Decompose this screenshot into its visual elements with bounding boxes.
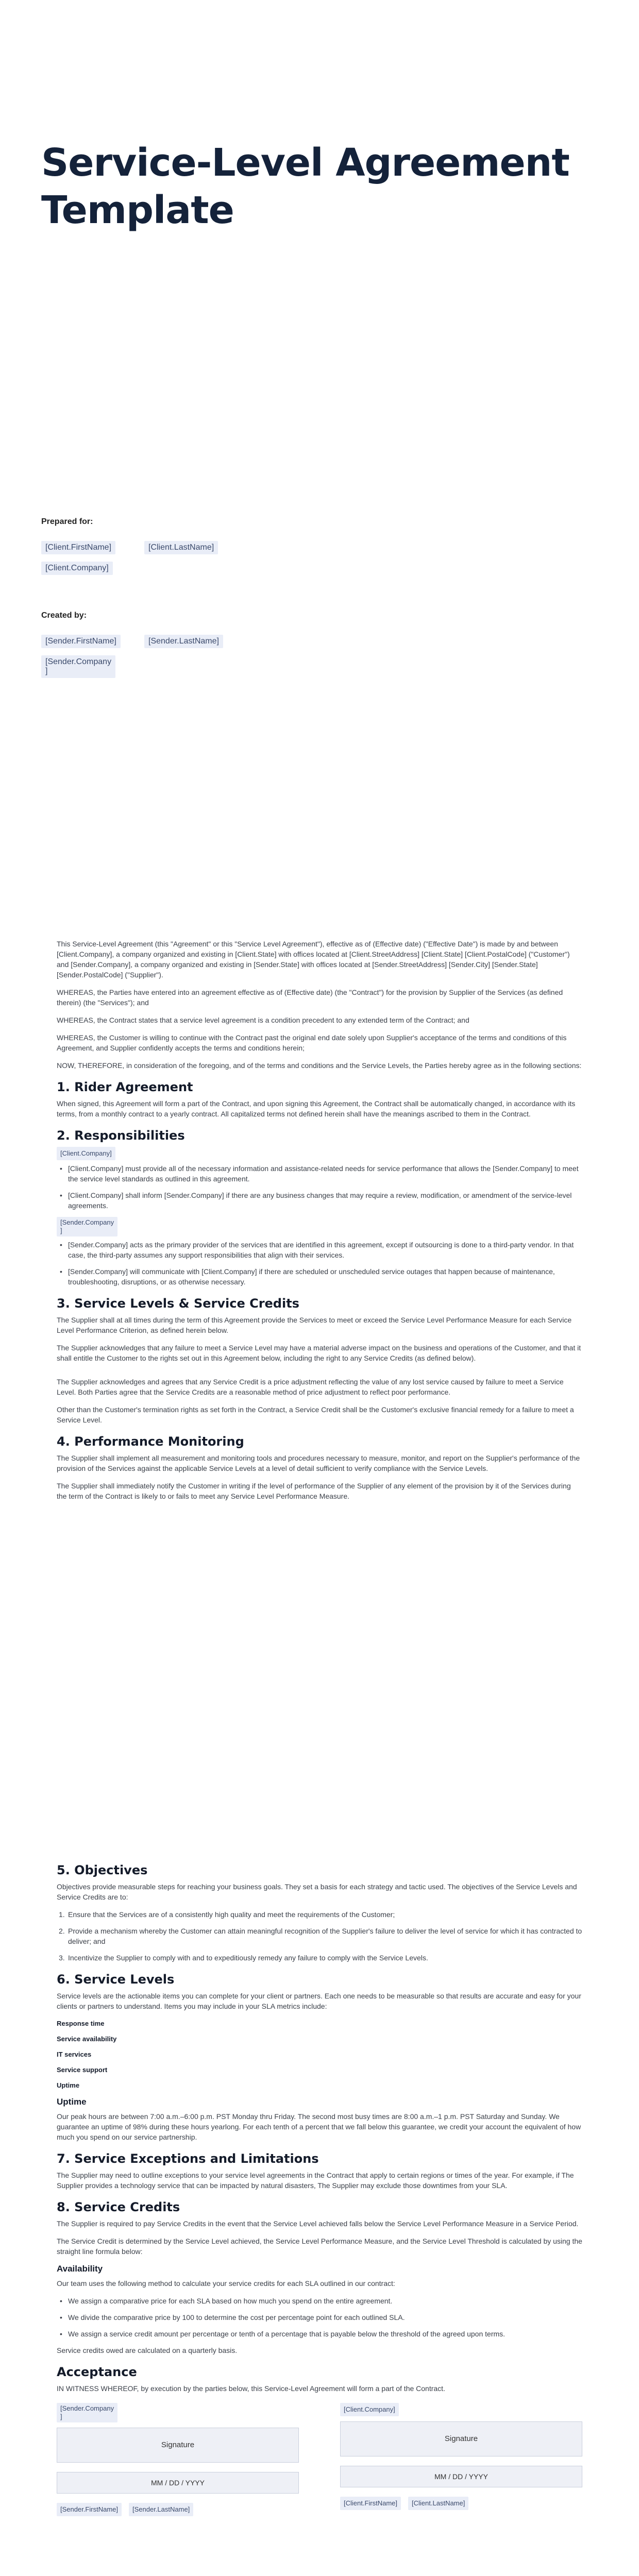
client-company-tag[interactable]: [Client.Company]: [57, 1147, 115, 1160]
sender-first-name-field[interactable]: [Sender.FirstName]: [57, 2503, 122, 2516]
acceptance-paragraph: IN WITNESS WHEREOF, by execution by the parties below, this Service-Level Agreement will form a part of the Contract.: [57, 2384, 445, 2393]
list-item: • [Sender.Company] acts as the primary provider of the services that are identified in this agreement, except if outsourcing is done to a third-party vendor. In that case, the third-party assumes any support responsibilities that align with their services.: [57, 1240, 582, 1260]
availability-paragraph: Our team uses the following method to calculate your service credits for each SLA outlined in our contract:: [57, 2279, 395, 2287]
section-3-paragraph-2: The Supplier acknowledges that any failure to meet a Service Level may have a material adverse impact on the business and operations of the Customer, and that it shall entitle the Customer to the rights set out in this Agreement below, including the right to any Service Credits (as defined below).: [57, 1344, 581, 1362]
sender-company-bracket: ]: [45, 667, 48, 675]
uptime-paragraph: Our peak hours are between 7:00 a.m.–6:00 p.m. PST Monday thru Friday. The second most busy times are 8:00 a.m.–1 p.m. PST Saturday and Sunday. We guarantee an uptime of 98% during these hours yearlong. For each tenth of a percent that we fall below this guarantee, we credit your account the equivalent of how much you spend on our service partnership.: [57, 2112, 581, 2141]
intro-paragraph-1: This Service-Level Agreement (this "Agreement" or this "Service Level Agreement"), effective as of (Effective date) ("Effective Date") is made by and between [Client.Company], a company organized and existing in [Client.State] with offices located at [Client.StreetAddress] [Client.State] [Client.PostalCode] ("Customer") and [Sender.Company], a company organized and existing in [Sender.State] with offices located at [Sender.StreetAddress] [Sender.City] [Sender.State] [Sender.PostalCode] ("Supplier").: [57, 940, 570, 979]
intro-paragraph-4: WHEREAS, the Customer is willing to continue with the Contract past the original end date solely upon Supplier's acceptance of the terms and conditions of this Agreement, and Supplier confidently accepts the terms and conditions herein;: [57, 1033, 567, 1052]
client-date-field[interactable]: MM / DD / YYYY: [340, 2466, 582, 2487]
title-line-1: Service-Level Agreement: [41, 141, 569, 185]
sender-signature-block: [57, 2403, 299, 2516]
sender-company-tag-bracket: ]: [60, 2413, 62, 2420]
title-line-2: Template: [41, 188, 234, 232]
intro-paragraph-2: WHEREAS, the Parties have entered into an agreement effective as of (Effective date) (the "Contract") for the provision by Supplier of the Services (as defined therein) (the "Services"); and: [57, 988, 563, 1007]
client-first-name-field[interactable]: [Client.FirstName]: [340, 2497, 401, 2510]
sender-name-row: [57, 2503, 299, 2516]
section-7-heading: 7. Service Exceptions and Limitations: [57, 2151, 319, 2166]
section-3-paragraph-3: The Supplier acknowledges and agrees that any Service Credit is a price adjustment reflecting the value of any lost service caused by failure to meet a Service Level. Both Parties agree that the Service Credits are a reasonable method of price adjustment to reflect poor performance.: [57, 1378, 564, 1396]
created-by-label: Created by:: [41, 611, 87, 620]
client-first-name-field[interactable]: [Client.FirstName]: [41, 541, 115, 554]
client-last-name-field[interactable]: [Client.LastName]: [144, 541, 218, 554]
sender-company-tag[interactable]: [57, 1217, 117, 1236]
sender-signature-field[interactable]: Signature: [57, 2428, 299, 2463]
section-3-paragraph-1: The Supplier shall at all times during the term of this Agreement provide the Services to meet or exceed the Service Level Performance Measure for each Service Level Performance Criterion, as defined herein below.: [57, 1316, 572, 1334]
section-5-paragraph: Objectives provide measurable steps for reaching your business goals. They set a basis for each strategy and tactic used. The objectives of the Service Levels and Service Credits are to:: [57, 1883, 577, 1901]
list-item: • We divide the comparative price by 100 to determine the cost per percentage point for each outlined SLA.: [57, 2312, 582, 2323]
content-page-1: [57, 939, 582, 1509]
list-item: 3. Incentivize the Supplier to comply with and to expeditiously remedy any failure to comply with the Service Levels.: [59, 1954, 428, 1962]
list-item: 2. Provide a mechanism whereby the Customer can attain meaningful recognition of the Supplier's failure to deliver the level of service for which it has contracted to deliver; and: [59, 1927, 582, 1945]
section-1-paragraph: When signed, this Agreement will form a part of the Contract, and upon signing this Agreement, the Contract shall be automatically changed, in accordance with its terms, from a monthly contract to a yearly contract. All capitalized terms not defined herein shall have the meanings ascribed to them in the Contract.: [57, 1099, 576, 1118]
section-5-heading: 5. Objectives: [57, 1863, 148, 1877]
list-item: • We assign a comparative price for each SLA based on how much you spend on the entire agreement.: [57, 2296, 582, 2306]
client-name-row: [340, 2497, 582, 2510]
section-1-heading: 1. Rider Agreement: [57, 1080, 193, 1094]
intro-paragraph-3: WHEREAS, the Contract states that a service level agreement is a condition precedent to any extended term of the Contract; and: [57, 1016, 469, 1024]
metrics-list: [57, 2019, 582, 2091]
section-6-paragraph: Service levels are the actionable items you can complete for your client or partners. Each one needs to be measurable so that results are accurate and easy for your clients or partners to understand. Items you may include in your SLA metrics include:: [57, 1992, 581, 2010]
list-item: 1. Ensure that the Services are of a consistently high quality and meet the requirements of the Customer;: [59, 1910, 395, 1919]
uptime-heading: Uptime: [57, 2097, 87, 2107]
client-signature-block: [340, 2403, 582, 2516]
metric-item: IT services: [57, 2050, 92, 2058]
sender-company-tag-text: [Sender.Company: [60, 2404, 114, 2412]
sender-last-name-field[interactable]: [Sender.LastName]: [144, 635, 223, 648]
signature-area: [57, 2403, 582, 2516]
list-item: • [Client.Company] must provide all of the necessary information and assistance-related needs for service performance that allows the [Sender.Company] to meet the service level standards as outlined in this agreement.: [57, 1163, 582, 1184]
sender-company-tag-bracket: ]: [60, 1227, 62, 1234]
list-item-text: Incentivize the Supplier to comply with and to expeditiously remedy any failure to comply with the Service Levels.: [68, 1954, 428, 1962]
section-7-paragraph: The Supplier may need to outline exceptions to your service level agreements in the Contract that apply to certain regions or times of the year. For example, if The Supplier provides a technology service that can be impacted by natural disasters, The Supplier may exclude those downtimes from your SLA.: [57, 2171, 574, 2190]
sender-company-tag-text: [Sender.Company: [60, 1218, 114, 1226]
client-responsibilities-list: [57, 1163, 582, 1211]
sender-date-field[interactable]: MM / DD / YYYY: [57, 2472, 299, 2494]
client-company-tag[interactable]: [Client.Company]: [340, 2403, 399, 2416]
sender-responsibilities-list: [57, 1240, 582, 1287]
section-8-heading: 8. Service Credits: [57, 2200, 180, 2214]
sender-company-field[interactable]: [41, 655, 115, 678]
section-2-heading: 2. Responsibilities: [57, 1128, 185, 1143]
list-item: • [Sender.Company] will communicate with [Client.Company] if there are scheduled or unscheduled service outages that happen because of maintenance, troubleshooting, disruptions, or as otherwise necessary.: [57, 1266, 582, 1287]
section-6-heading: 6. Service Levels: [57, 1972, 175, 1987]
client-last-name-field[interactable]: [Client.LastName]: [408, 2497, 468, 2510]
cover-page: [0, 0, 639, 896]
sender-company-text: [Sender.Company: [45, 657, 112, 666]
intro-paragraph-5: NOW, THEREFORE, in consideration of the foregoing, and of the terms and conditions and the Service Levels, the Parties hereby agree as in the following sections:: [57, 1061, 582, 1070]
objectives-list: [57, 1909, 582, 1963]
section-4-paragraph-1: The Supplier shall implement all measurement and monitoring tools and procedures necessary to measure, monitor, and report on the Supplier's performance of the provision of the Services against the applicable Service Levels at a level of detail sufficient to verify compliance with the Service Levels.: [57, 1454, 580, 1472]
section-4-paragraph-2: The Supplier shall immediately notify the Customer in writing if the level of performance of the Supplier of any element of the provision by it of the Services during the term of the Contract is likely to or fails to meet any Service Level Performance Measure.: [57, 1482, 571, 1500]
list-item: • We assign a service credit amount per percentage or tenth of a percentage that is payable below the threshold of the agreed upon terms.: [57, 2329, 582, 2339]
prepared-for-label: Prepared for:: [41, 517, 93, 526]
document-title: [41, 139, 569, 234]
metric-item: Uptime: [57, 2081, 80, 2089]
client-company-field[interactable]: [Client.Company]: [41, 562, 113, 575]
list-item-text: Provide a mechanism whereby the Customer can attain meaningful recognition of the Supplier's failure to deliver the level of service for which it has contracted to deliver; and: [68, 1927, 582, 1945]
list-item-text: Ensure that the Services are of a consistently high quality and meet the requirements of the Customer;: [68, 1910, 395, 1919]
service-credit-closing: Service credits owed are calculated on a quarterly basis.: [57, 2346, 238, 2354]
section-3-heading: 3. Service Levels & Service Credits: [57, 1296, 299, 1311]
metric-item: Service availability: [57, 2035, 117, 2043]
client-signature-field[interactable]: Signature: [340, 2421, 582, 2456]
sender-company-tag[interactable]: [57, 2403, 117, 2422]
service-credit-method-list: [57, 2296, 582, 2339]
section-4-heading: 4. Performance Monitoring: [57, 1434, 244, 1449]
availability-heading: Availability: [57, 2264, 103, 2274]
metric-item: Service support: [57, 2066, 108, 2074]
section-8-paragraph-1: The Supplier is required to pay Service Credits in the event that the Service Level achieved falls below the Service Level Performance Measure in a Service Period.: [57, 2219, 579, 2228]
content-page-2: [57, 1865, 582, 2516]
metric-item: Response time: [57, 2020, 105, 2027]
sender-last-name-field[interactable]: [Sender.LastName]: [129, 2503, 193, 2516]
section-3-paragraph-4: Other than the Customer's termination rights as set forth in the Contract, a Service Credit shall be the Customer's exclusive financial remedy for a failure to meet a Service Level.: [57, 1405, 574, 1424]
acceptance-heading: Acceptance: [57, 2365, 137, 2379]
section-8-paragraph-2: The Service Credit is determined by the Service Level achieved, the Service Level Performance Measure, and the Service Level Threshold is calculated by using the straight line formula below:: [57, 2237, 582, 2256]
list-item: • [Client.Company] shall inform [Sender.Company] if there are any business changes that may require a review, modification, or amendment of the service-level agreements.: [57, 1190, 582, 1211]
sender-first-name-field[interactable]: [Sender.FirstName]: [41, 635, 121, 648]
